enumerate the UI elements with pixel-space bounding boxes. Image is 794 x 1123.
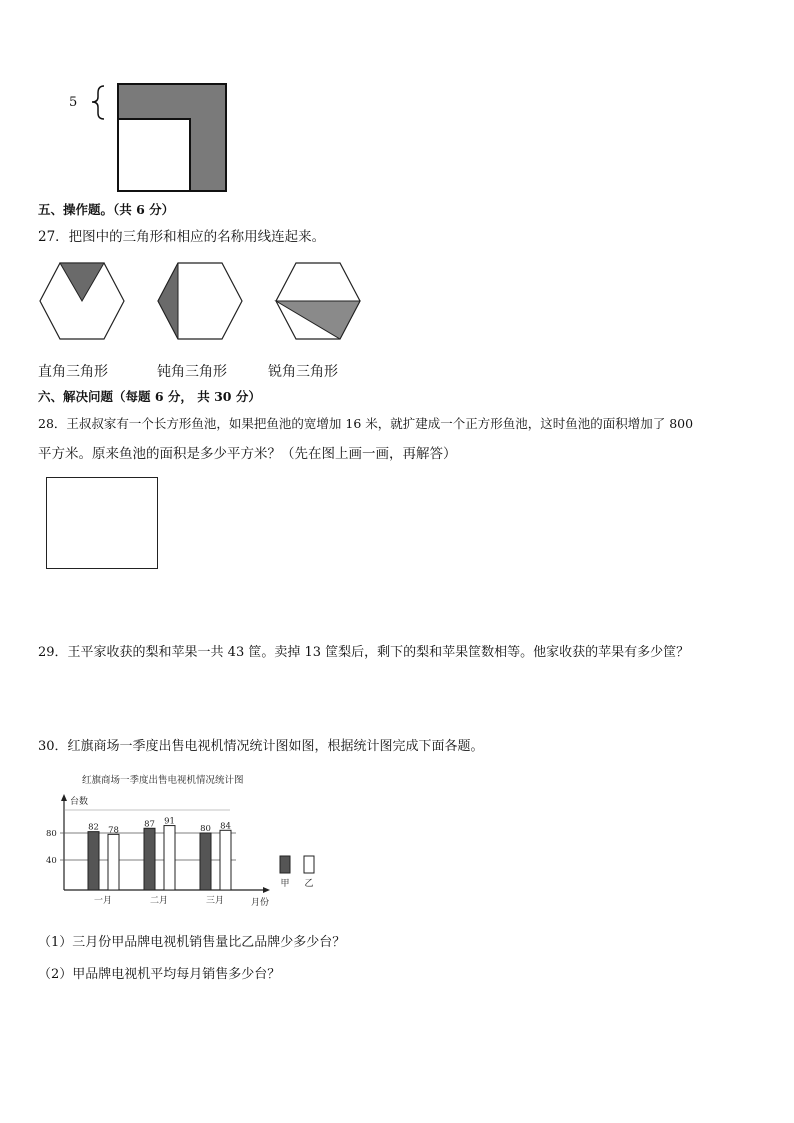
legend-label: 乙 xyxy=(304,879,314,889)
name-right-triangle: 直角三角形 xyxy=(38,364,108,380)
question-29: 29．王平家收获的梨和苹果一共 43 筐。卖掉 13 筐梨后，剩下的梨和苹果筐数相等。他家收获的苹果有多少筐？ xyxy=(38,645,690,660)
name-obtuse-triangle: 钝角三角形 xyxy=(157,364,227,380)
question-27: 27．把图中的三角形和相应的名称用线连起来。 xyxy=(38,229,326,245)
bar-value-label: 82 xyxy=(88,822,99,833)
legend-swatch-甲 xyxy=(280,856,290,873)
inner-white-square xyxy=(118,119,190,191)
y-tick-label: 80 xyxy=(46,829,57,839)
bar-value-label: 87 xyxy=(144,819,155,830)
section-6-heading: 六、解决问题（每题 6 分， 共 30 分） xyxy=(38,389,261,404)
bar-value-label: 78 xyxy=(108,825,119,836)
legend-swatch-乙 xyxy=(304,856,314,873)
question-30-part-2: （2）甲品牌电视机平均每月销售多少台？ xyxy=(38,967,281,982)
tv-sales-bar-chart xyxy=(40,768,330,916)
bar-乙 xyxy=(164,826,175,890)
shaded-triangle-2 xyxy=(158,263,178,339)
y-axis-arrow xyxy=(61,794,67,801)
question-30-part-1: （1）三月份甲品牌电视机销售量比乙品牌少多少台？ xyxy=(38,935,346,950)
question-28-line-1: 28．王叔叔家有一个长方形鱼池，如果把鱼池的宽增加 16 米，就扩建成一个正方形鱼池，这时鱼池的面积增加了 800 xyxy=(38,416,694,431)
hexagon-right-triangle xyxy=(40,263,124,339)
x-axis-arrow xyxy=(263,887,270,893)
question-30: 30．红旗商场一季度出售电视机情况统计图如图，根据统计图完成下面各题。 xyxy=(38,739,484,754)
bar-甲 xyxy=(144,828,155,890)
bar-甲 xyxy=(88,832,99,890)
side-length-label: 5 xyxy=(69,95,78,110)
curly-brace xyxy=(92,86,104,119)
pond-rectangle xyxy=(46,477,158,569)
name-acute-triangle: 锐角三角形 xyxy=(268,364,338,380)
y-axis-label: 台数 xyxy=(70,797,89,807)
bar-value-label: 84 xyxy=(220,821,231,832)
bar-乙 xyxy=(108,834,119,890)
question-28-line-2: 平方米。原来鱼池的面积是多少平方米？（先在图上画一画，再解答） xyxy=(38,446,457,462)
bar-甲 xyxy=(200,833,211,890)
top-figure xyxy=(60,78,240,198)
legend-label: 甲 xyxy=(280,879,290,889)
x-tick-label: 二月 xyxy=(149,896,169,906)
bar-value-label: 91 xyxy=(164,816,175,827)
x-axis-label: 月份 xyxy=(251,898,270,908)
y-tick-label: 40 xyxy=(46,856,57,866)
brace-and-square xyxy=(60,78,240,198)
chart-title: 红旗商场一季度出售电视机情况统计图 xyxy=(82,775,244,786)
bar-乙 xyxy=(220,830,231,890)
section-5-heading: 五、操作题。（共 6 分） xyxy=(38,202,175,217)
x-tick-label: 三月 xyxy=(205,896,225,906)
bar-value-label: 80 xyxy=(200,824,211,834)
hexagon-acute-triangle xyxy=(276,263,360,339)
x-tick-label: 一月 xyxy=(93,896,113,906)
hexagon-obtuse-triangle xyxy=(158,263,242,339)
hexagon-figures xyxy=(36,258,376,344)
